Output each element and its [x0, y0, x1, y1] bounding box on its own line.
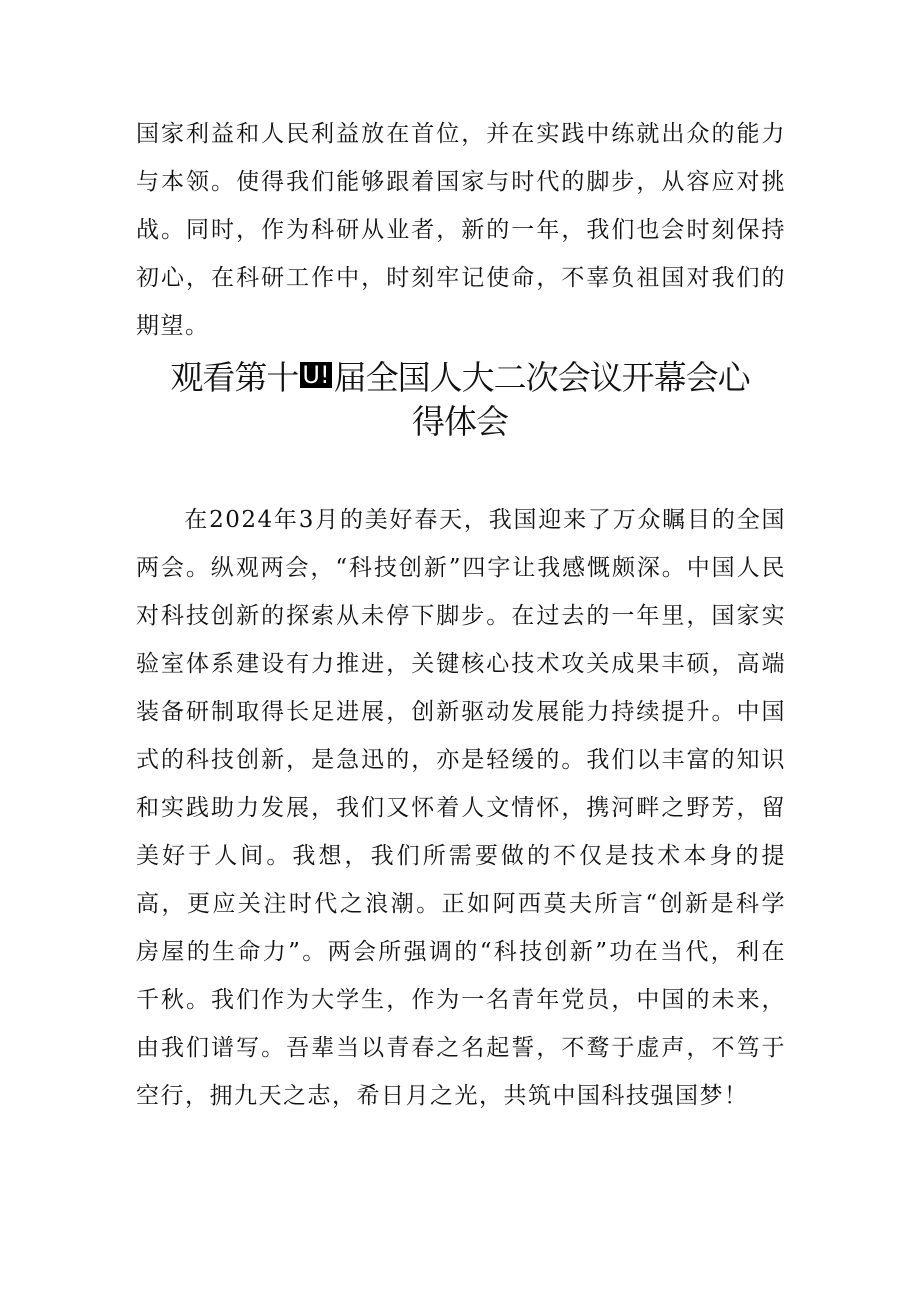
main-paragraph [136, 496, 786, 1120]
garbled-glyph: U! [302, 361, 330, 389]
title-part-1: 观看第十 [170, 358, 299, 397]
main-paragraph-text: 在2024年3月的美好春天，我国迎来了万众瞩目的全国两会。纵观两会，“科技创新”四字让我感慨颇深。中国人民对科技创新的探索从未停下脚步。在过去的一年里，国家实验室体系建设有力推进，关键核心技术攻关成果丰硕，高端装备研制取得长足进展，创新驱动发展能力持续提升。中国式的科技创新，是急迅的，亦是轻缓的。我们以丰富的知识和实践助力发展，我们又怀着人文情怀，携河畔之野芳，留美好于人间。我想，我们所需要做的不仅是技术本身的提高，更应关注时代之浪潮。正如阿西莫夫所言“创新是科学房屋的生命力”。两会所强调的“科技创新”功在当代，利在千秋。我们作为大学生，作为一名青年党员，中国的未来，由我们谱写。吾辈当以青春之名起誓，不鹜于虚声，不笃于空行，拥九天之志，希日月之光，共筑中国科技强国梦！ [136, 507, 786, 1109]
continued-paragraph: 国家利益和人民利益放在首位，并在实践中练就出众的能力与本领。使得我们能够跟着国家与时代的脚步，从容应对挑战。同时，作为科研从业者，新的一年，我们也会时刻保持初心，在科研工作中，时刻牢记使命，不辜负祖国对我们的期望。 [136, 121, 786, 339]
title-part-2: 届全国人大二次会议开幕会心 [333, 358, 750, 397]
title-line-2: 得体会 [412, 402, 508, 441]
article-title [130, 356, 790, 444]
title-line-1 [130, 356, 790, 400]
